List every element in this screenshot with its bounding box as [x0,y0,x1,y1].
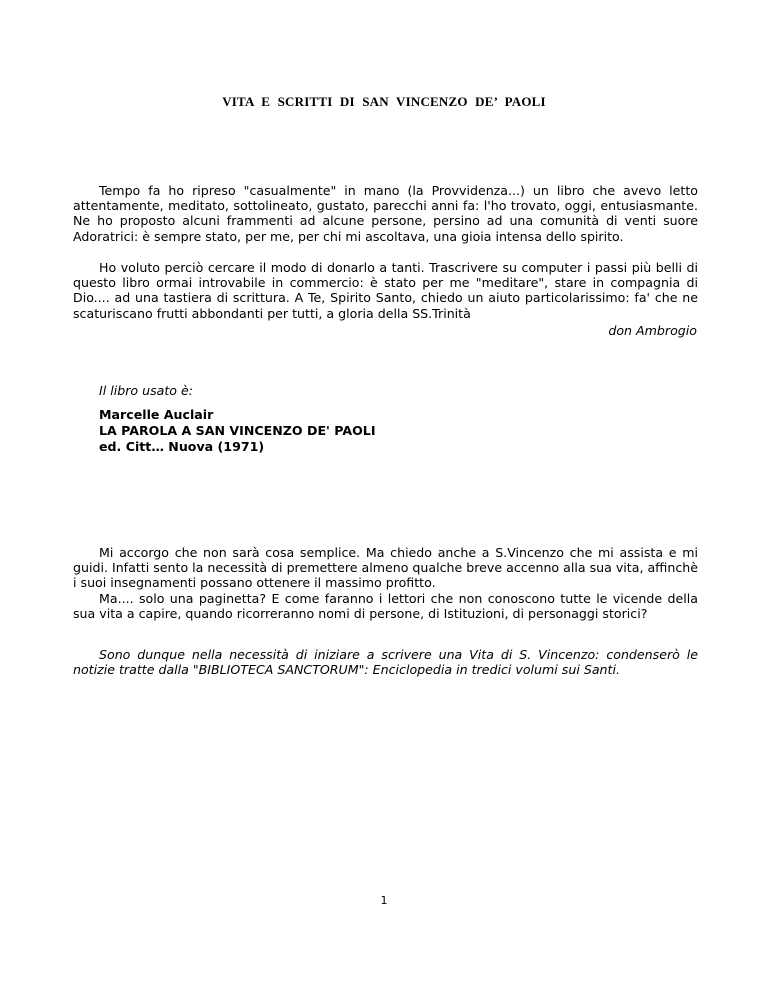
paragraph-reflection-continued-text: Ma.... solo una paginetta? E come faranno i lettori che non conoscono tutte le vicende della sua vita a capire, quando ricorreranno nomi di persone, di Istituzioni, di personaggi storici? [73,590,698,621]
paragraph-conclusion-text: Sono dunque nella necessità di iniziare a scrivere una Vita di S. Vincenzo: condenserò le notizie tratte dalla "BIBLIOTECA SANCTORUM": Enciclopedia in tredici volumi sui Santi. [73,647,698,678]
book-edition: ed. Citt… Nuova (1971) [99,439,265,454]
signature: don Ambrogio [608,323,697,338]
book-title: LA PAROLA A SAN VINCENZO DE' PAOLI [99,423,376,438]
book-reference [99,407,376,455]
book-author: Marcelle Auclair [99,407,214,422]
paragraph-reflection [73,545,698,621]
paragraph-intro-text: Tempo fa ho ripreso "casualmente" in mano (la Provvidenza...) un libro che avevo letto attentamente, meditato, sottolineato, gustato, parecchi anni fa: l'ho trovato, oggi, entusiasmante. Ne ho proposto alcuni frammenti ad alcune persone, persino ad una comunità di venti suore Adoratrici: è sempre stato, per me, per chi mi ascoltava, una gioia intensa dello spirito. [73,183,698,244]
paragraph-reflection-text: Mi accorgo che non sarà cosa semplice. Ma chiedo anche a S.Vincenzo che mi assista e mi guidi. Infatti sento la necessità di premettere almeno qualche breve accenno alla sua vita, affinchè i suoi insegnamenti possano ottenere il massimo profitto. [73,545,698,591]
document-title: VITA E SCRITTI DI SAN VINCENZO DE’ PAOLI [222,94,546,109]
paragraph-dedication [73,260,698,321]
paragraph-conclusion [73,647,698,677]
page-number: 1 [380,894,388,907]
paragraph-intro [73,183,698,244]
paragraph-dedication-text: Ho voluto perciò cercare il modo di donarlo a tanti. Trascrivere su computer i passi più belli di questo libro ormai introvabile in commercio: è stato per me "meditare", stare in compagnia di Dio.... ad una tastiera di scrittura. A Te, Spirito Santo, chiedo un aiuto particolarissimo: fa' che ne scaturiscano frutti abbondanti per tutti, a gloria della SS.Trinità [73,260,698,321]
book-label: Il libro usato è: [99,383,193,398]
paragraph-reflection-continued [73,591,698,621]
